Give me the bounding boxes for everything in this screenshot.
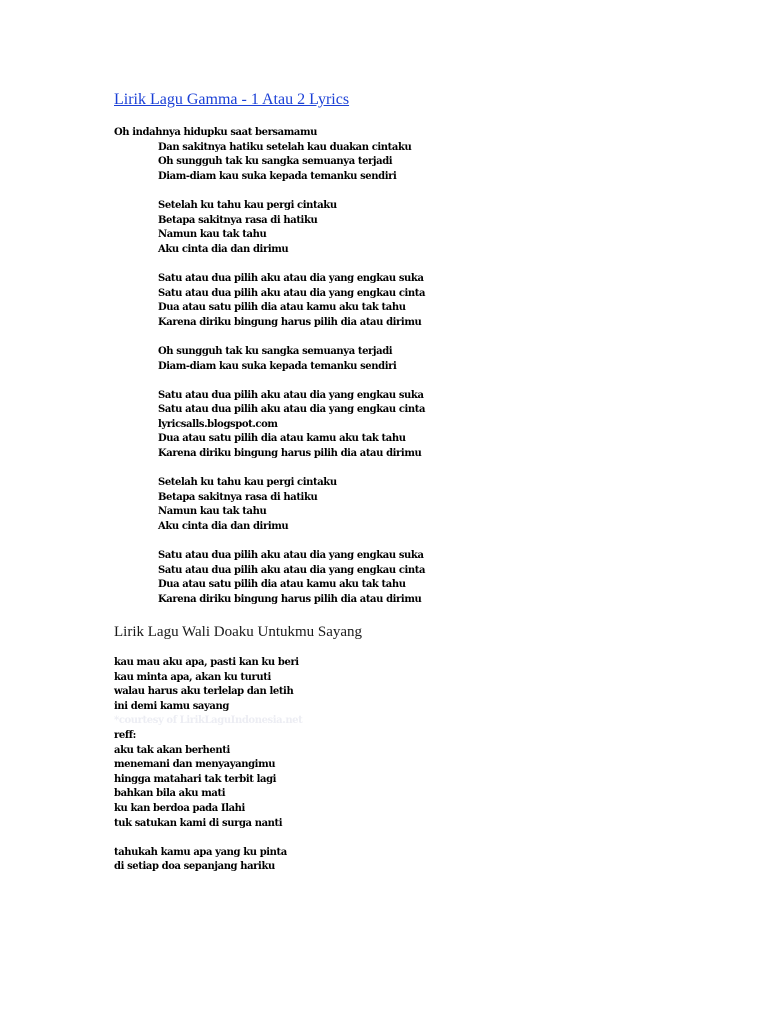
- lyric-line: Aku cinta dia dan dirimu: [158, 243, 289, 255]
- lyric-line: Diam-diam kau suka kepada temanku sendiri: [158, 170, 397, 182]
- lyric-line: Namun kau tak tahu: [158, 229, 267, 241]
- lyric-line: ini demi kamu sayang: [114, 700, 229, 712]
- lyric-line: lyricsalls.blogspot.com: [158, 418, 278, 430]
- lyric-line: Setelah ku tahu kau pergi cintaku: [158, 199, 337, 211]
- stanza-gap: [114, 535, 425, 550]
- lyrics-block-wali: [114, 656, 302, 875]
- stanza-gap: [114, 831, 302, 846]
- lyric-line: di setiap doa sepanjang hariku: [114, 861, 275, 873]
- lyric-line: kau minta apa, akan ku turuti: [114, 671, 271, 683]
- lyric-line: Oh sungguh tak ku sangka semuanya terjadi: [158, 345, 393, 357]
- lyric-line: Diam-diam kau suka kepada temanku sendiri: [158, 360, 397, 372]
- lyric-line: walau harus aku terlelap dan letih: [114, 686, 294, 698]
- lyric-line: Karena diriku bingung harus pilih dia atau dirimu: [158, 594, 422, 605]
- song-title-link-gamma[interactable]: Lirik Lagu Gamma - 1 Atau 2 Lyrics: [114, 91, 350, 108]
- lyric-line: Satu atau dua pilih aku atau dia yang engkau suka: [158, 550, 424, 562]
- lyric-line: Dan sakitnya hatiku setelah kau duakan cintaku: [158, 141, 412, 153]
- lyric-line: kau mau aku apa, pasti kan ku beri: [114, 657, 299, 668]
- lyric-line: reff:: [114, 729, 136, 741]
- lyric-line: Oh sungguh tak ku sangka semuanya terjadi: [158, 156, 393, 168]
- stanza-gap: [114, 462, 425, 477]
- lyric-line: Betapa sakitnya rasa di hatiku: [158, 491, 318, 503]
- lyric-line: Satu atau dua pilih aku atau dia yang engkau suka: [158, 389, 424, 401]
- lyric-line: tuk satukan kami di surga nanti: [114, 817, 283, 829]
- lyric-line: bahkan bila aku mati: [114, 788, 226, 800]
- lyric-line: Namun kau tak tahu: [158, 506, 267, 518]
- lyrics-block-gamma: [114, 126, 425, 608]
- lyric-line: Dua atau satu pilih dia atau kamu aku tak tahu: [158, 579, 406, 591]
- watermark-text: *courtesy of LirikLaguIndonesia.net: [114, 715, 303, 727]
- lyric-line: Satu atau dua pilih aku atau dia yang engkau cinta: [158, 564, 426, 576]
- lyric-line: ku kan berdoa pada Ilahi: [114, 802, 245, 814]
- lyric-line: Dua atau satu pilih dia atau kamu aku tak tahu: [158, 302, 406, 314]
- stanza-gap: [114, 184, 425, 199]
- lyric-line: Karena diriku bingung harus pilih dia atau dirimu: [158, 448, 422, 460]
- stanza-gap: [114, 374, 425, 389]
- lyric-line: Karena diriku bingung harus pilih dia atau dirimu: [158, 316, 422, 328]
- lyric-line: Aku cinta dia dan dirimu: [158, 521, 289, 533]
- lyric-line: Satu atau dua pilih aku atau dia yang engkau cinta: [158, 287, 426, 299]
- lyric-line: Satu atau dua pilih aku atau dia yang engkau cinta: [158, 404, 426, 416]
- lyric-line: hingga matahari tak terbit lagi: [114, 773, 277, 785]
- lyric-line: aku tak akan berhenti: [114, 744, 230, 756]
- lyric-line: Setelah ku tahu kau pergi cintaku: [158, 477, 337, 489]
- lyric-line: menemani dan menyayangimu: [114, 759, 276, 771]
- lyric-line: Satu atau dua pilih aku atau dia yang engkau suka: [158, 272, 424, 284]
- song-title-wali: Lirik Lagu Wali Doaku Untukmu Sayang: [114, 624, 363, 640]
- lyric-line: Betapa sakitnya rasa di hatiku: [158, 214, 318, 226]
- stanza-gap: [114, 257, 425, 272]
- lyric-line: Dua atau satu pilih dia atau kamu aku tak tahu: [158, 433, 406, 445]
- lyric-line: Oh indahnya hidupku saat bersamamu: [114, 127, 318, 138]
- stanza-gap: [114, 330, 425, 345]
- lyric-line: tahukah kamu apa yang ku pinta: [114, 846, 287, 858]
